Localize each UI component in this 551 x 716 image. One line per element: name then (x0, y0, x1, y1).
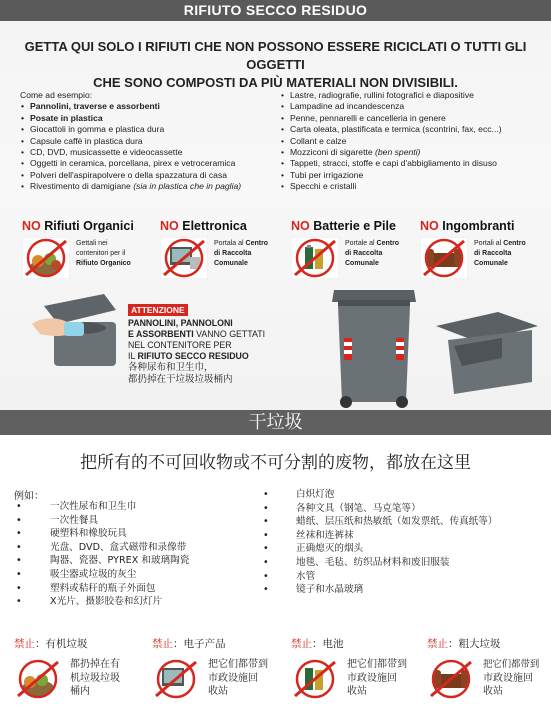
zh-no-title-text: ：电子产品 (173, 638, 226, 650)
list-item: • Carta oleata, plastificata e termica (scontrini, fax, ecc...) (280, 124, 540, 135)
list-item: • Posate in plastica (20, 113, 270, 124)
attention-cn (128, 362, 298, 386)
zh-no-title (427, 636, 549, 651)
zh-no-desc (70, 658, 148, 699)
zh-list-left (16, 500, 190, 609)
zh-list-item (263, 556, 497, 570)
list-item: • Tubi per irrigazione (280, 170, 540, 181)
attention-line-part: E ASSORBENTI (128, 329, 194, 339)
list-item: • Lastre, radiografie, rullini fotografici e diapositive (280, 90, 540, 101)
no-desc-part: Portale al (345, 240, 375, 247)
list-item: • Specchi e cristalli (280, 181, 540, 192)
attention-line (128, 329, 298, 340)
bullet: • (16, 582, 22, 594)
bullet: • (263, 529, 269, 541)
no-title: Rifiuti Organici (44, 219, 134, 233)
organic-waste-icon (14, 658, 62, 700)
list-item: • Tappeti, stracci, stoffe e capi d'abbigliamento in disuso (280, 158, 540, 169)
no-desc-line: Comunale (214, 260, 248, 267)
zh-list-text: 硬塑料和橡胶玩具 (50, 528, 127, 540)
no-batteries (291, 219, 416, 267)
zh-no-title-text: ：粗大垃圾 (448, 638, 501, 650)
no-desc-line (345, 239, 415, 249)
list-item: • Penne, pennarelli e cancelleria in genere (280, 113, 540, 124)
attention-cn-line: 都扔掉在干垃圾垃圾桶内 (128, 374, 233, 385)
zh-no-label: 禁止 (152, 638, 173, 650)
no-desc-line: di Raccolta (474, 250, 512, 257)
zh-no-desc-line: 把它们都带到 (208, 659, 268, 670)
zh-list-item (16, 595, 189, 609)
attention-line: PANNOLINI, PANNOLONI (128, 318, 233, 328)
zh-list-item (263, 583, 497, 597)
zh-no-batteries (291, 636, 421, 697)
zh-headline: 把所有的不可回收物或不可分割的废物，都放在这里 (80, 453, 471, 473)
no-label: NO (420, 219, 439, 233)
zh-list-text: 一次性餐具 (50, 514, 98, 526)
no-desc-line: di Raccolta (345, 250, 383, 257)
bullet: • (16, 514, 22, 526)
zh-list-item (263, 542, 497, 556)
attention-line-part: IL (128, 351, 138, 361)
batteries-icon (291, 237, 339, 279)
bullet: • (263, 489, 269, 500)
zh-no-desc-line: 市政设施回 (347, 672, 397, 684)
no-desc-line: contenitori per il (76, 250, 126, 257)
zh-list-text: 丝袜和连裤袜 (296, 529, 354, 541)
no-title: Ingombranti (442, 219, 515, 233)
open-bin-illustration (428, 306, 544, 402)
list-item: • CD, DVD, musicassette e videocassette (20, 147, 270, 158)
no-desc (345, 239, 415, 269)
top-banner: RIFIUTO SECCO RESIDUO (0, 0, 551, 21)
zh-no-desc-line: 市政设施回 (483, 672, 533, 684)
electronics-icon (160, 237, 208, 279)
bullet: • (16, 596, 22, 608)
no-title: Batterie e Pile (313, 219, 396, 233)
zh-no-desc (347, 658, 425, 699)
no-desc-line: Comunale (474, 260, 508, 267)
list-item: • Lampadine ad incandescenza (280, 101, 540, 112)
zh-no-title (14, 636, 144, 651)
bulky-furniture-icon (420, 237, 468, 279)
zh-list-item (263, 488, 497, 502)
zh-list-item (16, 582, 189, 596)
zh-list-text: 一次性尿布和卫生巾 (50, 501, 137, 512)
zh-list-text: 白炽灯泡 (296, 489, 335, 500)
attention-tag: ATTENZIONE (128, 304, 188, 316)
list-item: • Polveri dell'aspirapolvere o della spazzatura di casa (20, 170, 270, 181)
zh-list-text: X光片、摄影胶卷和幻灯片 (50, 596, 163, 608)
no-label: NO (291, 219, 310, 233)
no-desc-part: Portala al (214, 240, 244, 247)
zh-list-text: 蜡纸、层压纸和热敏纸（如发票纸、传真纸等） (296, 516, 498, 528)
zh-list-item (263, 502, 497, 516)
zh-no-label: 禁止 (291, 638, 312, 650)
trash-bin-icon (328, 284, 420, 410)
zh-no-label: 禁止 (14, 638, 35, 650)
no-title: Elettronica (182, 219, 247, 233)
bullet: • (263, 502, 269, 514)
zh-list-item (16, 541, 189, 555)
zh-no-label: 禁止 (427, 638, 448, 650)
bullet: • (16, 528, 22, 540)
no-desc-line (474, 239, 544, 249)
no-desc (76, 239, 146, 269)
zh-list-item (16, 527, 189, 541)
bullet: • (16, 541, 22, 553)
list-item-text: Rivestimento di damigiane (30, 181, 131, 192)
zh-list-text: 陶器、瓷器、PYREX 和玻璃陶瓷 (50, 555, 190, 567)
no-electronics (160, 219, 285, 267)
list-item: • Giocattoli in gomma e plastica dura (20, 124, 270, 135)
zh-list-text: 地毯、毛毡、纺织品材料和废旧服装 (296, 556, 450, 568)
list-intro: Come ad esempio: (20, 90, 93, 100)
zh-list-text: 吸尘器或垃圾的灰尘 (50, 568, 137, 580)
zh-list-item (263, 570, 497, 584)
headline-line-2: CHE SONO COMPOSTI DA PIÙ MATERIALI NON DIVISIBILI. (93, 75, 458, 90)
zh-list-item (16, 514, 189, 528)
no-label: NO (22, 219, 41, 233)
zh-no-organic (14, 636, 144, 697)
attention-line (128, 351, 298, 362)
bullet: • (263, 516, 269, 528)
no-desc-part: Centro (245, 240, 269, 247)
no-desc-part: Centro (376, 240, 400, 247)
no-desc-part: Centro (503, 240, 526, 247)
examples-list-right (280, 90, 540, 193)
no-desc-line (214, 239, 284, 249)
zh-no-title (152, 636, 287, 651)
bullet: • (16, 568, 22, 580)
zh-no-desc (483, 658, 551, 699)
bulky-furniture-icon (427, 658, 475, 700)
zh-list-text: 正确熄灭的烟头 (296, 543, 364, 555)
bullet: • (16, 501, 22, 512)
list-item-text: Mozziconi di sigarette (290, 147, 373, 158)
zh-intro: 例如： (14, 491, 44, 502)
list-item: • Collant e calze (280, 136, 540, 147)
headline-line-1: GETTA QUI SOLO I RIFIUTI CHE NON POSSONO ESSERE RICICLATI O TUTTI GLI OGGETTI (24, 39, 527, 72)
zh-list-text: 各种文具（钢笔、马克笔等） (296, 502, 421, 514)
zh-no-desc-line: 都扔掉在有 (70, 659, 120, 670)
zh-no-electronics (152, 636, 287, 697)
zh-no-desc-line: 桶内 (70, 686, 90, 697)
zh-no-desc (208, 658, 286, 699)
zh-list-text: 镜子和水晶玻璃 (296, 584, 364, 596)
attention-cn-line: 各种尿布和卫生巾， (128, 362, 214, 373)
zh-no-bulky (427, 636, 549, 697)
bullet: • (16, 555, 22, 567)
no-desc (214, 239, 284, 269)
bullet: • (263, 556, 269, 568)
no-desc-line: di Raccolta (214, 250, 252, 257)
no-desc-line: Gettali nei (76, 240, 108, 247)
zh-list-text: 水管 (296, 570, 316, 582)
list-item-note: (sia in plastica che in paglia) (133, 181, 242, 192)
examples-list-left (20, 90, 270, 193)
hand-bin-illustration (26, 284, 126, 376)
attention-line-part: VANNO GETTATI (193, 329, 266, 339)
zh-no-title-text: ：有机垃圾 (35, 638, 88, 650)
organic-waste-icon (22, 237, 70, 279)
bullet: • (263, 584, 269, 596)
zh-no-desc-line: 市政设施回 (208, 672, 258, 684)
bullet: • (263, 570, 269, 582)
list-item (280, 147, 540, 158)
list-item: • Capsule caffè in plastica dura (20, 136, 270, 147)
list-item: • Pannolini, traverse e assorbenti (20, 101, 270, 112)
list-item: • Oggetti in ceramica, porcellana, pirex e vetroceramica (20, 158, 270, 169)
zh-list-item (16, 554, 190, 568)
zh-list-item (263, 515, 498, 529)
no-desc (474, 239, 544, 269)
no-label: NO (160, 219, 179, 233)
zh-no-title (291, 636, 421, 651)
zh-no-desc-line: 机垃圾垃圾 (70, 672, 120, 684)
no-desc-line: Rifiuto Organico (76, 260, 131, 267)
zh-list-right (263, 488, 498, 597)
zh-no-desc-line: 收站 (483, 686, 503, 697)
zh-list-text: 塑料或秸秆的瓶子外面包 (50, 582, 156, 594)
zh-list-item (16, 568, 189, 582)
mid-banner: 干垃圾 (0, 410, 551, 435)
zh-list-item (16, 500, 189, 514)
zh-no-desc-line: 把它们都带到 (483, 659, 540, 670)
list-item-note: (ben spenti) (375, 147, 421, 158)
list-item (20, 181, 270, 192)
zh-no-desc-line: 收站 (347, 686, 367, 697)
batteries-icon (291, 658, 339, 700)
zh-no-title-text: ：电池 (312, 638, 344, 650)
zh-no-desc-line: 把它们都带到 (347, 659, 407, 670)
no-desc-line: Comunale (345, 260, 379, 267)
attention-text (128, 318, 298, 362)
attention-line: NEL CONTENITORE PER (128, 340, 232, 350)
bullet: • (263, 543, 269, 555)
zh-list-item (263, 529, 497, 543)
attention-block (128, 300, 298, 386)
headline (0, 38, 551, 92)
no-bulky (420, 219, 548, 267)
no-desc-part: Portali al (474, 240, 502, 247)
zh-no-desc-line: 收站 (208, 686, 228, 697)
attention-line-part: RIFIUTO SECCO RESIDUO (137, 351, 249, 361)
no-organic (22, 219, 147, 267)
zh-list-text: 光盘、DVD、盒式磁带和录像带 (50, 541, 187, 553)
electronics-icon (152, 658, 200, 700)
